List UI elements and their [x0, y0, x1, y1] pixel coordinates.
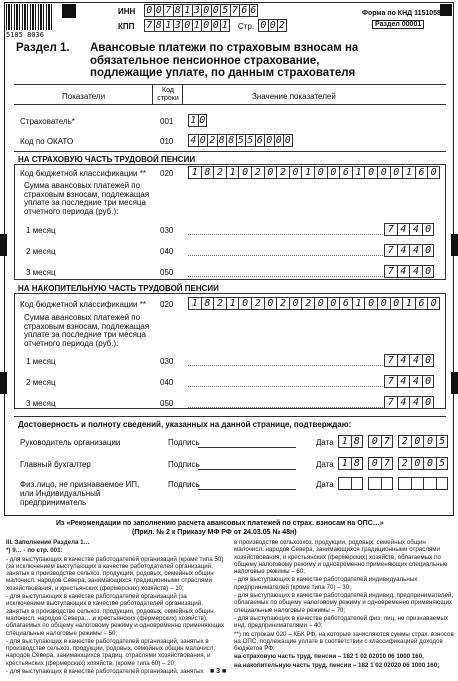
- footnote-right-7: на накопительную часть труд. пенсии – 182 1 02 02020 06 1000 160;: [234, 661, 440, 669]
- date-month-2[interactable]: [368, 457, 393, 470]
- digit-cell[interactable]: 0: [423, 435, 436, 448]
- digit-cell[interactable]: 1: [338, 435, 351, 448]
- savings-month-field-3[interactable]: [384, 396, 434, 409]
- signature-label-3: Подпись: [168, 480, 200, 489]
- col-code-header: Код строки: [157, 87, 179, 102]
- digit-cell[interactable]: 0: [377, 297, 390, 310]
- signer-role-3: Физ.лицо, не признаваемое ИП, или Индивидуальный предприниматель: [20, 480, 140, 507]
- savings-month-dots-3: [188, 407, 383, 408]
- digit-cell[interactable]: 7: [384, 223, 397, 236]
- digit-cell[interactable]: 7: [381, 435, 394, 448]
- signature-line-2[interactable]: [198, 469, 296, 470]
- digit-cell[interactable]: 2: [398, 457, 411, 470]
- digit-cell[interactable]: 0: [364, 297, 377, 310]
- digit-cell[interactable]: 0: [268, 19, 278, 32]
- digit-cell[interactable]: 4: [397, 354, 410, 367]
- digit-cell[interactable]: 0: [238, 297, 251, 310]
- signature-line-3[interactable]: [198, 489, 296, 490]
- digit-cell[interactable]: 1: [352, 297, 365, 310]
- savings-month-label-2: 2 месяц: [26, 378, 56, 387]
- inn-label: ИНН: [118, 7, 136, 16]
- insurer-code: 001: [160, 117, 174, 126]
- insurance-kbk-label: Код бюджетной классификации **: [20, 169, 146, 178]
- savings-month-code-3: 050: [160, 399, 174, 408]
- page-number: ■ 3 ■: [210, 668, 227, 675]
- digit-cell[interactable]: 0: [199, 115, 206, 126]
- digit-cell[interactable]: 8: [226, 134, 236, 147]
- digit-cell[interactable]: 5: [436, 435, 449, 448]
- digit-cell[interactable]: 0: [238, 166, 251, 179]
- digit-cell[interactable]: 0: [411, 435, 424, 448]
- insurance-month-field-3[interactable]: [384, 265, 434, 278]
- insurance-month-field-1[interactable]: [384, 223, 434, 236]
- digit-cell[interactable]: 3: [173, 19, 183, 32]
- date-year-2[interactable]: [398, 457, 448, 470]
- digit-cell[interactable]: 1: [192, 19, 202, 32]
- digit-cell[interactable]: 5: [245, 134, 255, 147]
- digit-cell[interactable]: 0: [314, 297, 327, 310]
- digit-cell[interactable]: 4: [397, 244, 410, 257]
- digit-cell[interactable]: [338, 477, 351, 490]
- insurance-month-dots-3: [188, 276, 383, 277]
- digit-cell[interactable]: [436, 477, 449, 490]
- digit-cell[interactable]: 2: [276, 297, 289, 310]
- table-col-divider-2: [182, 84, 183, 104]
- digit-cell[interactable]: 6: [255, 134, 265, 147]
- digit-cell[interactable]: 1: [301, 166, 314, 179]
- col-indicators-header: Показатели: [62, 92, 106, 101]
- okato-label: Код по ОКАТО: [20, 137, 74, 146]
- digit-cell[interactable]: 7: [384, 375, 397, 388]
- digit-cell[interactable]: 0: [327, 166, 340, 179]
- digit-cell[interactable]: 5: [436, 457, 449, 470]
- digit-cell[interactable]: 7: [163, 4, 173, 17]
- digit-cell[interactable]: 0: [422, 396, 435, 409]
- form-code: Форма по КНД 1151058: [362, 10, 441, 17]
- table-col-divider-1: [152, 84, 153, 104]
- side-bar-right-1: [451, 234, 458, 256]
- digit-cell[interactable]: 8: [201, 166, 214, 179]
- digit-cell[interactable]: 0: [201, 19, 211, 32]
- digit-cell[interactable]: 0: [182, 19, 192, 32]
- signer-role-2: Главный бухгалтер: [20, 460, 91, 469]
- digit-cell[interactable]: 0: [258, 19, 268, 32]
- date-day-3[interactable]: [338, 477, 363, 490]
- col-value-header: Значение показателей: [252, 92, 336, 101]
- digit-cell[interactable]: 7: [384, 265, 397, 278]
- digit-cell[interactable]: 0: [211, 4, 221, 17]
- digit-cell[interactable]: 8: [217, 134, 227, 147]
- signature-line-1[interactable]: [198, 447, 296, 448]
- digit-cell[interactable]: 2: [398, 435, 411, 448]
- digit-cell[interactable]: 6: [415, 297, 428, 310]
- digit-cell[interactable]: 0: [422, 375, 435, 388]
- footnote-left-1: III. Заполнение Раздела 1…: [6, 539, 90, 546]
- digit-cell[interactable]: 0: [422, 244, 435, 257]
- digit-cell[interactable]: 8: [201, 297, 214, 310]
- insurance-month-label-1: 1 месяц: [26, 226, 56, 235]
- digit-cell[interactable]: 5: [236, 134, 246, 147]
- footnote-left-6: - для выступающих в качестве работодателей организаций, занятых: [6, 668, 204, 676]
- digit-cell[interactable]: 0: [427, 297, 440, 310]
- signer-role-1: Руководитель организации: [20, 438, 121, 447]
- digit-cell[interactable]: 1: [226, 297, 239, 310]
- savings-month-field-1[interactable]: [384, 354, 434, 367]
- insurance-month-dots-1: [188, 234, 383, 235]
- insurer-field[interactable]: [188, 114, 207, 127]
- digit-cell[interactable]: 4: [397, 375, 410, 388]
- digit-cell[interactable]: 7: [384, 244, 397, 257]
- okato-field[interactable]: [188, 134, 293, 147]
- insurance-month-dots-2: [188, 255, 383, 256]
- digit-cell[interactable]: 0: [390, 166, 403, 179]
- insurance-kbk-code: 020: [160, 169, 174, 178]
- digit-cell[interactable]: 4: [409, 223, 422, 236]
- date-year-3[interactable]: [398, 477, 448, 490]
- digit-cell[interactable]: 0: [198, 134, 208, 147]
- footnote-left-2: *) 9… - по стр. 001:: [6, 547, 63, 555]
- digit-cell[interactable]: 0: [289, 166, 302, 179]
- digit-cell[interactable]: 4: [397, 223, 410, 236]
- digit-cell[interactable]: 0: [368, 435, 381, 448]
- savings-kbk-label: Код бюджетной классификации **: [20, 300, 146, 309]
- digit-cell[interactable]: 0: [422, 265, 435, 278]
- digit-cell[interactable]: 0: [289, 297, 302, 310]
- digit-cell[interactable]: 8: [351, 435, 364, 448]
- footnotes-right-column: [234, 539, 454, 667]
- confirmation-heading: Достоверность и полноту сведений, указанных на данной странице, подтверждаю:: [18, 420, 352, 429]
- date-day-2[interactable]: [338, 457, 363, 470]
- digit-cell[interactable]: 0: [377, 166, 390, 179]
- date-label-2: Дата: [316, 460, 334, 469]
- side-bar-left-1: [0, 234, 7, 256]
- section-title: Авансовые платежи по страховым взносам на обязательное пенсионное страхование, подлежащие уплате, по данным страхователя: [90, 42, 359, 79]
- digit-cell[interactable]: 0: [314, 166, 327, 179]
- digit-cell[interactable]: 4: [397, 265, 410, 278]
- digit-cell[interactable]: 6: [239, 4, 249, 17]
- section-badge: Раздел 00001: [372, 20, 424, 29]
- digit-cell[interactable]: 0: [264, 297, 277, 310]
- digit-cell[interactable]: 6: [339, 166, 352, 179]
- date-month-1[interactable]: [368, 435, 393, 448]
- digit-cell[interactable]: [368, 477, 381, 490]
- date-month-3[interactable]: [368, 477, 393, 490]
- date-label-3: Дата: [316, 480, 334, 489]
- digit-cell[interactable]: 6: [415, 166, 428, 179]
- footnote-right-2: - для выступающих в качестве работодателей индивидуальных предпринимателей (кроме типа 70) – 30;: [234, 576, 418, 591]
- digit-cell[interactable]: 4: [397, 396, 410, 409]
- section-number: Раздел 1.: [16, 42, 70, 54]
- digit-cell[interactable]: 5: [220, 4, 230, 17]
- digit-cell[interactable]: 7: [144, 19, 154, 32]
- insurance-part-heading: НА СТРАХОВУЮ ЧАСТЬ ТРУДОВОЙ ПЕНСИИ: [18, 155, 196, 164]
- digit-cell[interactable]: 0: [154, 4, 164, 17]
- insurer-label: Страхователь*: [20, 117, 75, 126]
- insurance-part-rule: [14, 151, 446, 152]
- insurance-month-label-2: 2 месяц: [26, 247, 56, 256]
- savings-kbk-code: 020: [160, 300, 174, 309]
- kpp-field[interactable]: [144, 19, 230, 32]
- digit-cell[interactable]: 2: [301, 297, 314, 310]
- digit-cell[interactable]: 6: [339, 297, 352, 310]
- digit-cell[interactable]: 4: [409, 396, 422, 409]
- digit-cell[interactable]: 0: [390, 297, 403, 310]
- digit-cell[interactable]: 7: [384, 354, 397, 367]
- kpp-label: КПП: [118, 22, 135, 31]
- inn-field[interactable]: [144, 4, 258, 17]
- digit-cell[interactable]: [351, 477, 364, 490]
- insurance-month-code-3: 050: [160, 268, 174, 277]
- digit-cell[interactable]: 1: [188, 297, 201, 310]
- footnote-left-5: - для выступающих в качестве работодателей организаций, занятых в производстве сельхоз. продукции, родовых, семейных общин малочисл. народов Севера, занимающихся традиц. отраслями хозяйствования, и крестьянских (фермерских) хозяйств, (кроме типа 60) – 20;: [6, 637, 216, 667]
- table-top-rule: [14, 84, 446, 85]
- digit-cell[interactable]: 2: [276, 166, 289, 179]
- digit-cell[interactable]: 0: [211, 19, 221, 32]
- digit-cell[interactable]: 0: [364, 166, 377, 179]
- digit-cell[interactable]: [423, 477, 436, 490]
- digit-cell[interactable]: 2: [213, 297, 226, 310]
- table-header-rule: [14, 104, 446, 105]
- savings-part-box: [14, 293, 446, 409]
- digit-cell[interactable]: 2: [251, 166, 264, 179]
- confirmation-rule: [14, 416, 446, 417]
- digit-cell[interactable]: 1: [188, 114, 198, 127]
- savings-month-field-2[interactable]: [384, 375, 434, 388]
- savings-month-code-1: 030: [160, 357, 174, 366]
- date-year-1[interactable]: [398, 435, 448, 448]
- footnote-right-3: - для выступающих в качестве работодателей индивид. предпринимателей, облагаемых по общему налоговому режиму и одновременно применяющих специальные налоговые режимы – 70;: [234, 592, 454, 614]
- page-label: Стр.: [238, 22, 255, 31]
- digit-cell[interactable]: 2: [278, 20, 285, 31]
- savings-sum-label: Сумма авансовых платежей по страховым взносам, подлежащая уплате за последние три месяца отчетного периода (руб.):: [24, 313, 150, 348]
- digit-cell[interactable]: [398, 477, 411, 490]
- insurance-month-code-1: 030: [160, 226, 174, 235]
- digit-cell[interactable]: 2: [251, 297, 264, 310]
- footnote-right-4: - для выступающих в качестве работодателей физ. лиц, не признаваемых инд. предпринимателями – 40;: [234, 614, 449, 630]
- digit-cell[interactable]: 1: [226, 166, 239, 179]
- signature-label-2: Подпись: [168, 460, 200, 469]
- barcode-number: 5105 8036: [6, 31, 44, 39]
- digit-cell[interactable]: 0: [368, 457, 381, 470]
- digit-cell[interactable]: 0: [264, 166, 277, 179]
- savings-part-heading: НА НАКОПИТЕЛЬНУЮ ЧАСТЬ ТРУДОВОЙ ПЕНСИИ: [18, 284, 219, 293]
- insurance-month-field-2[interactable]: [384, 244, 434, 257]
- savings-kbk-field[interactable]: [188, 297, 440, 310]
- source-line-1: Из «Рекомендации по заполнению расчета авансовых платежей по страх. взносам на ОПС…»: [56, 520, 384, 527]
- digit-cell[interactable]: 4: [409, 265, 422, 278]
- date-label-1: Дата: [316, 438, 334, 447]
- digit-cell[interactable]: 1: [188, 166, 201, 179]
- insurance-month-code-2: 040: [160, 247, 174, 256]
- page-number-field[interactable]: [258, 19, 287, 32]
- digit-cell[interactable]: 8: [351, 457, 364, 470]
- digit-cell[interactable]: 0: [264, 134, 274, 147]
- digit-cell[interactable]: 3: [192, 4, 202, 17]
- digit-cell[interactable]: 0: [411, 457, 424, 470]
- digit-cell[interactable]: 0: [422, 354, 435, 367]
- digit-cell[interactable]: 2: [213, 166, 226, 179]
- signature-label-1: Подпись: [168, 438, 200, 447]
- digit-cell[interactable]: [411, 477, 424, 490]
- digit-cell[interactable]: 6: [250, 5, 257, 16]
- digit-cell[interactable]: 1: [338, 457, 351, 470]
- footnote-left-4: - для выступающих в качестве работодателей организаций (за исключением выступающих в качестве работодателей организаций, занятых в производстве сельхоз. продукции, родовых, семейных общин малочисл. народов Севера… и крестьянских (фермерских) хозяйств), облагаемых по общему налоговому режиму и одновременно применяющих специальные налоговые режимы – 50;: [6, 593, 225, 637]
- side-bar-left-2: [0, 372, 7, 394]
- digit-cell[interactable]: 0: [144, 4, 154, 17]
- digit-cell[interactable]: 1: [182, 4, 192, 17]
- footnote-right-5: **) по строкам 020 – КБК РФ, на которые зачисляются суммы страх. взносов на ОПС, подлежащие уплате в соответствии с классификацией доходов бюджетов РФ:: [234, 630, 454, 653]
- digit-cell[interactable]: 1: [402, 297, 415, 310]
- insurance-month-label-3: 3 месяц: [26, 268, 56, 277]
- digit-cell[interactable]: 8: [173, 4, 183, 17]
- savings-month-label-1: 1 месяц: [26, 357, 56, 366]
- digit-cell[interactable]: 0: [427, 166, 440, 179]
- footnotes-left-column: [6, 539, 226, 676]
- footnote-left-3: - для выступающих в качестве работодателей организаций (кроме типа 50) (за исключением выступающих в качестве работодателей организаций, занятых в производстве сельхоз. продукции, родовых, семейных общин малочисл. народов Севера, занимающихся традиционными отраслями хозяйствования, и крестьянских (фермерских) хозяйств) – 10;: [6, 555, 224, 592]
- digit-cell[interactable]: 7: [230, 4, 240, 17]
- digit-cell[interactable]: 7: [381, 457, 394, 470]
- digit-cell[interactable]: 0: [422, 223, 435, 236]
- digit-cell[interactable]: 0: [423, 457, 436, 470]
- savings-month-dots-1: [188, 365, 383, 366]
- digit-cell[interactable]: 7: [384, 396, 397, 409]
- side-bar-right-2: [451, 372, 458, 394]
- digit-cell[interactable]: 1: [221, 20, 228, 31]
- savings-month-dots-2: [188, 386, 383, 387]
- digit-cell[interactable]: 4: [409, 375, 422, 388]
- digit-cell[interactable]: 1: [163, 19, 173, 32]
- source-line-2: (Прил. № 2 к Приказу МФ РФ от 24.03.05 № 48н): [132, 529, 297, 536]
- savings-month-label-3: 3 месяц: [26, 399, 56, 408]
- digit-cell[interactable]: [381, 477, 394, 490]
- digit-cell[interactable]: 4: [409, 244, 422, 257]
- date-day-1[interactable]: [338, 435, 363, 448]
- digit-cell[interactable]: 0: [327, 297, 340, 310]
- digit-cell[interactable]: 0: [284, 135, 291, 146]
- digit-cell[interactable]: 1: [352, 166, 365, 179]
- footnote-right-6: на страховую часть труд. пенсии – 182 1 02 02010 06 1000 160,: [234, 653, 424, 661]
- insurance-sum-label: Сумма авансовых платежей по страховым взносам, подлежащая уплате за последние три месяца отчетного периода (руб.):: [24, 181, 150, 216]
- digit-cell[interactable]: 8: [154, 19, 164, 32]
- insurance-kbk-field[interactable]: [188, 166, 440, 179]
- digit-cell[interactable]: 4: [188, 134, 198, 147]
- digit-cell[interactable]: 0: [274, 134, 284, 147]
- okato-code: 010: [160, 137, 174, 146]
- savings-month-code-2: 040: [160, 378, 174, 387]
- digit-cell[interactable]: 2: [207, 134, 217, 147]
- digit-cell[interactable]: 1: [402, 166, 415, 179]
- footnote-right-1: в производстве сельхозхоз. продукции, родовых, семейных общин малочисл. народов Севера, занимающихся традиционными отраслями хозяйствования, и крестьянских (фермерских) хозяйств, облагаемых по общему налоговому режиму и одновременно применяющих специальные налоговые режимы – 60;: [234, 539, 448, 576]
- digit-cell[interactable]: 0: [201, 4, 211, 17]
- digit-cell[interactable]: 4: [409, 354, 422, 367]
